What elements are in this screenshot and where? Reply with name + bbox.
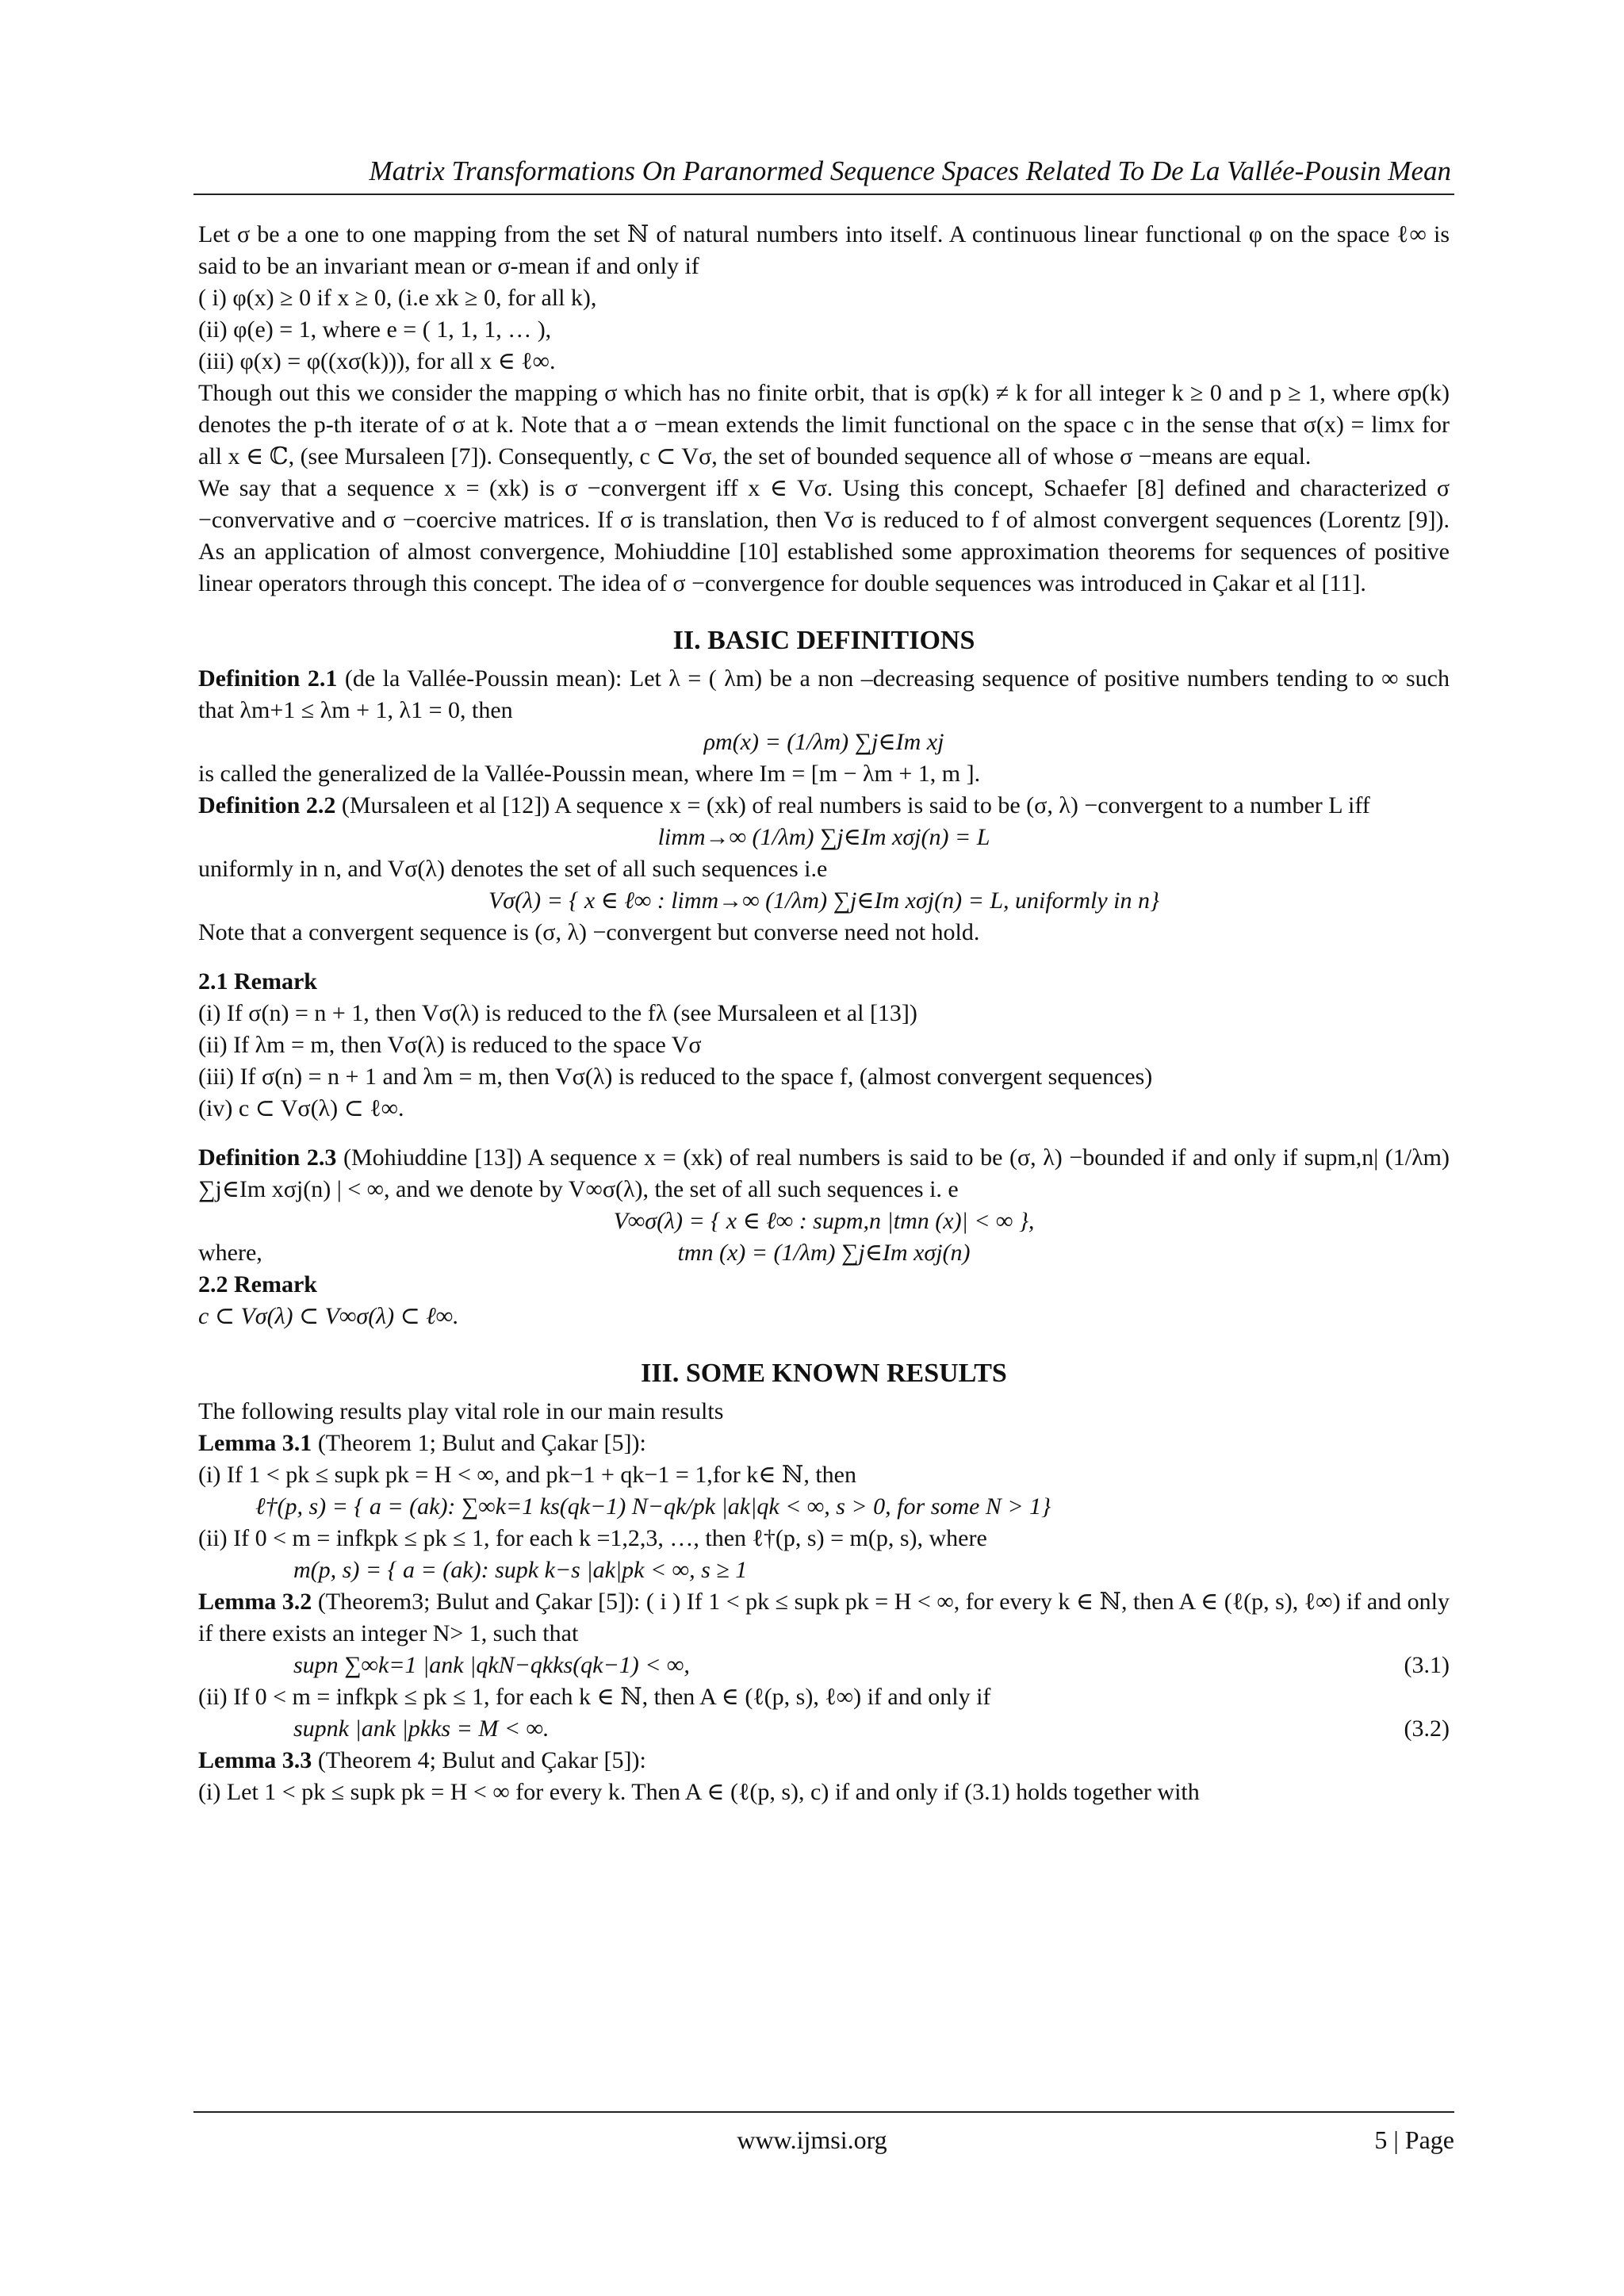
remark-2-1-item-i: (i) If σ(n) = n + 1, then Vσ(λ) is reduced to the fλ (see Mursaleen et al [13]) <box>198 1000 917 1026</box>
definition-2-2-text: (Mursaleen et al [12]) A sequence x = (xk) of real numbers is said to be (σ, λ) −convergent to a number L iff <box>335 792 1370 818</box>
definition-2-1-label: Definition 2.1 <box>198 665 338 692</box>
intro-paragraph-2: Though out this we consider the mapping σ which has no finite orbit, that is σp(k) ≠ k for all integer k ≥ 0 and p ≥ 1, where σp(k) denotes the p-th iterate of σ at k. Note that a σ −mean extends the limit functional on the space c in the sense that σ(x) = limx for all x ∈ ℂ, (see Mursaleen [7]). Consequently, c ⊂ Vσ, the set of bounded sequence all of whose σ −means are equal. <box>198 380 1450 470</box>
footer-url[interactable]: www.ijmsi.org <box>737 2125 887 2154</box>
equation-l-dagger: ℓ†(p, s) = { a = (ak): ∑∞k=1 ks(qk−1) N−qk/pk |ak|qk < ∞, s > 0, for some N > 1} <box>255 1493 1051 1520</box>
intro-paragraph-1: Let σ be a one to one mapping from the set ℕ of natural numbers into itself. A continuous linear functional φ on the space ℓ∞ is said to be an invariant mean or σ-mean if and only if <box>198 221 1450 279</box>
spacer <box>198 949 1450 966</box>
equation-t-mn: tmn (x) = (1/λm) ∑j∈Im xσj(n) <box>677 1240 971 1266</box>
definition-2-3 <box>198 1142 1450 1205</box>
equation-m-p-s: m(p, s) = { a = (ak): supk k−s |ak|pk < ∞, s ≥ 1 <box>293 1557 748 1583</box>
spacer <box>198 1125 1450 1142</box>
lemma-3-2 <box>198 1586 1450 1650</box>
section-3-intro: The following results play vital role in our main results <box>198 1398 724 1424</box>
definition-2-2 <box>198 790 1450 822</box>
definition-2-2-note: Note that a convergent sequence is (σ, λ) −convergent but converse need not hold. <box>198 919 980 945</box>
lemma-3-3-text: (Theorem 4; Bulut and Çakar [5]): <box>312 1747 646 1773</box>
header-rule <box>193 194 1454 195</box>
equation-number-3-2: (3.2) <box>1404 1715 1450 1742</box>
remark-2-2-text: c ⊂ Vσ(λ) ⊂ V∞σ(λ) ⊂ ℓ∞. <box>198 1303 459 1329</box>
equation-number-3-1: (3.1) <box>1404 1652 1450 1678</box>
equation-sigma-lambda-limit: limm→∞ (1/λm) ∑j∈Im xσj(n) = L <box>657 824 990 850</box>
lemma-3-3-label: Lemma 3.3 <box>198 1747 312 1773</box>
running-title: Matrix Transformations On Paranormed Sequence Spaces Related To De La Vallée-Pousin Mean <box>369 155 1451 186</box>
lemma-3-2-text: (Theorem3; Bulut and Çakar [5]): ( i ) If 1 < pk ≤ supk pk = H < ∞, for every k ∈ ℕ, then A ∈ (ℓ(p, s), ℓ∞) if and only if there exists an integer N> 1, such that <box>198 1589 1450 1646</box>
lemma-3-3 <box>198 1745 1450 1777</box>
remark-2-1-item-iv: (iv) c ⊂ Vσ(λ) ⊂ ℓ∞. <box>198 1095 404 1121</box>
page-number: 5 | Page <box>1374 2125 1454 2154</box>
remark-2-1-item-ii: (ii) If λm = m, then Vσ(λ) is reduced to the space Vσ <box>198 1032 702 1058</box>
definition-2-1-text: (de la Vallée-Poussin mean): Let λ = ( λm) be a non –decreasing sequence of positive numbers tending to ∞ such that λm+1 ≤ λm + 1, λ1 = 0, then <box>198 665 1450 723</box>
equation-3-2: supnk |ank |pkks = M < ∞. <box>293 1715 550 1742</box>
where-row <box>198 1237 1450 1269</box>
section-heading-basic-definitions: II. BASIC DEFINITIONS <box>672 626 975 655</box>
definition-2-1 <box>198 663 1450 726</box>
remark-2-2-heading: 2.2 Remark <box>198 1271 317 1297</box>
intro-item-i: ( i) φ(x) ≥ 0 if x ≥ 0, (i.e xk ≥ 0, for all k), <box>198 285 597 311</box>
section-heading-known-results: III. SOME KNOWN RESULTS <box>641 1359 1007 1388</box>
equation-de-la-vallee-poussin-mean: ρm(x) = (1/λm) ∑j∈Im xj <box>703 729 944 755</box>
intro-item-iii: (iii) φ(x) = φ((xσ(k))), for all x ∈ ℓ∞. <box>198 348 556 374</box>
equation-3-1-row <box>198 1650 1450 1681</box>
lemma-3-1-item-ii: (ii) If 0 < m = infkpk ≤ pk ≤ 1, for each k =1,2,3, …, then ℓ†(p, s) = m(p, s), where <box>198 1525 987 1551</box>
equation-v-sigma-lambda-set: Vσ(λ) = { x ∈ ℓ∞ : limm→∞ (1/λm) ∑j∈Im xσj(n) = L, uniformly in n} <box>488 887 1160 914</box>
footer-rule <box>193 2111 1454 2113</box>
lemma-3-3-item-i: (i) Let 1 < pk ≤ supk pk = H < ∞ for every k. Then A ∈ (ℓ(p, s), c) if and only if (3.1) holds together with <box>198 1779 1200 1805</box>
lemma-3-1-label: Lemma 3.1 <box>198 1430 312 1456</box>
equation-3-2-row <box>198 1713 1450 1745</box>
intro-item-ii: (ii) φ(e) = 1, where e = ( 1, 1, 1, … ), <box>198 316 552 343</box>
remark-2-1-item-iii: (iii) If σ(n) = n + 1 and λm = m, then Vσ(λ) is reduced to the space f, (almost convergent sequences) <box>198 1064 1153 1090</box>
definition-2-3-text: (Mohiuddine [13]) A sequence x = (xk) of real numbers is said to be (σ, λ) −bounded if and only if supm,n| (1/λm) ∑j∈Im xσj(n) | < ∞, and we denote by V∞σ(λ), the set of all such sequences i. e <box>198 1144 1450 1202</box>
definition-2-2-continuation: uniformly in n, and Vσ(λ) denotes the set of all such sequences i.e <box>198 856 828 882</box>
lemma-3-2-label: Lemma 3.2 <box>198 1589 312 1615</box>
remark-2-1-heading: 2.1 Remark <box>198 968 317 995</box>
equation-v-infinity-sigma-lambda: V∞σ(λ) = { x ∈ ℓ∞ : supm,n |tmn (x)| < ∞ }, <box>613 1208 1035 1234</box>
where-label: where, <box>198 1240 262 1266</box>
lemma-3-1-item-i: (i) If 1 < pk ≤ supk pk = H < ∞, and pk−1 + qk−1 = 1,for k∈ ℕ, then <box>198 1462 856 1488</box>
intro-paragraph-3: We say that a sequence x = (xk) is σ −convergent iff x ∈ Vσ. Using this concept, Schaefer [8] defined and characterized σ −convervative and σ −coercive matrices. If σ is translation, then Vσ is reduced to f of almost convergent sequences (Lorentz [9]). As an application of almost convergence, Mohiuddine [10] established some approximation theorems for sequences of positive linear operators through this concept. The idea of σ −convergence for double sequences was introduced in Çakar et al [11]. <box>198 475 1450 596</box>
page-body <box>198 219 1450 1808</box>
lemma-3-2-item-ii: (ii) If 0 < m = infkpk ≤ pk ≤ 1, for each k ∈ ℕ, then A ∈ (ℓ(p, s), ℓ∞) if and only if <box>198 1684 991 1710</box>
lemma-3-1-text: (Theorem 1; Bulut and Çakar [5]): <box>312 1430 646 1456</box>
equation-3-1: supn ∑∞k=1 |ank |qkN−qkks(qk−1) < ∞, <box>293 1652 690 1678</box>
definition-2-1-continuation: is called the generalized de la Vallée-Poussin mean, where Im = [m − λm + 1, m ]. <box>198 761 981 787</box>
definition-2-3-label: Definition 2.3 <box>198 1144 337 1171</box>
lemma-3-1 <box>198 1428 1450 1459</box>
definition-2-2-label: Definition 2.2 <box>198 792 336 818</box>
